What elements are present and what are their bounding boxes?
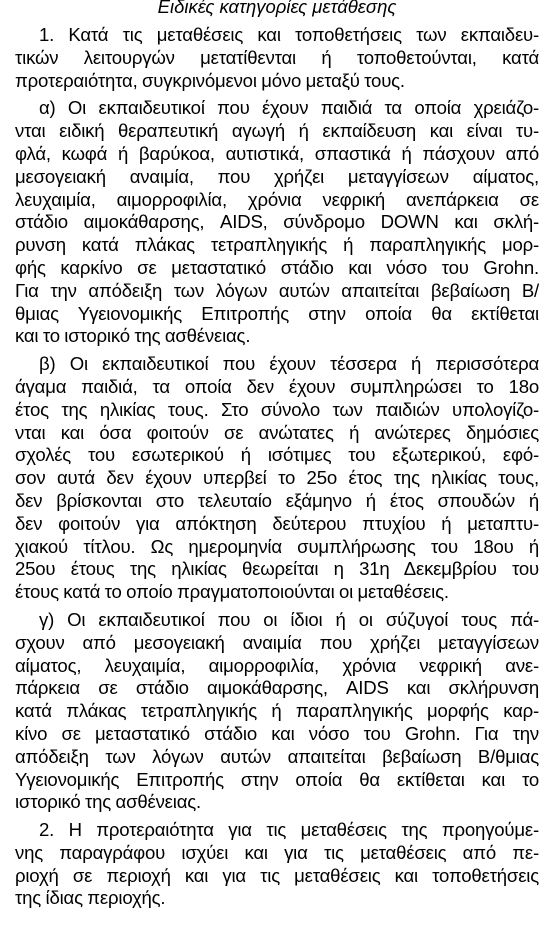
text-line: έτος της ηλικίας τους. Στο σύνολο των παιδιών υπολογίζο- [15, 398, 539, 420]
text-line: προτεραιότητα, συγκρινόμενοι μόνο μεταξύ τους. [15, 69, 405, 91]
text-line: νης παραγράφου ισχύει και για τις μεταθέσεις από πε- [15, 841, 539, 863]
text-line: αίματος, λευχαιμία, αιμορροφιλία, χρόνια νεφρική ανε- [15, 654, 539, 676]
text-line: σχολές του εσωτερικού ή ισότιμες του εξωτερικού, εφό- [15, 444, 539, 466]
paragraph-1a [15, 97, 539, 348]
text-line: απόδειξη των λόγων αυτών απαιτείται βεβαίωση Β/θμιας [15, 745, 539, 767]
text-line: ρυνση κατά πλάκας τετραπληγικής ή παραπληγικής μορ- [15, 234, 539, 256]
text-line: νται και όσα φοιτούν σε ανώτατες ή ανώτερες δημόσιες [15, 421, 539, 443]
text-line: 2. Η προτεραιότητα για τις μεταθέσεις της προηγούμε- [39, 819, 539, 841]
text-line: δεν βρίσκονται στο τελευταίο εξάμηνο ή έτος σπουδών ή [15, 489, 539, 511]
text-line: ιστορικό της ασθένειας. [15, 791, 201, 813]
text-line: α) Οι εκπαιδευτικοί που έχουν παιδιά τα οποία χρειάζο- [39, 97, 539, 119]
text-line: στάδιο αιμοκάθαρσης, AIDS, σύνδρομο DOWN και σκλή- [15, 211, 539, 233]
text-line: φλά, κωφά ή βαρύκοα, αυτιστικά, σπαστικά ή πάσχουν από [15, 142, 539, 164]
text-line: Υγειονομικής Επιτροπής στην οποία θα εκτίθεται και το [15, 768, 539, 790]
text-line: ριοχή σε περιοχή και για τις μεταθέσεις και τοποθετήσεις [15, 864, 539, 886]
text-line: σον αυτά δεν έχουν υπερβεί το 25ο έτος της ηλικίας τους, [15, 467, 539, 489]
text-line: λευχαιμία, αιμορροφιλία, χρόνια νεφρική ανεπάρκεια σε [15, 188, 539, 210]
text-line: δεν φοιτούν για απόκτηση δεύτερου πτυχίου ή μεταπτυ- [15, 512, 539, 534]
text-line: μεσογειακή αναιμία, που χρήζει μεταγγίσεων αίματος, [15, 165, 539, 187]
text-line: γ) Οι εκπαιδευτικοί που οι ίδιοι ή οι σύζυγοί τους πά- [39, 608, 539, 630]
text-line: πάρκεια σε στάδιο αιμοκάθαρσης, AIDS και σκλήρυνση [15, 677, 539, 699]
text-line: κίνο σε μεταστατικό στάδιο και νόσο του Grohn. Για την [15, 722, 539, 744]
text-line: β) Οι εκπαιδευτικοί που έχουν τέσσερα ή περισσότερα [39, 353, 539, 375]
text-line: και το ιστορικό της ασθένειας. [15, 325, 251, 347]
paragraph-2 [15, 819, 539, 910]
text-line: Για την απόδειξη των λόγων αυτών απαιτείται βεβαίωση Β/ [15, 279, 539, 301]
paragraph-1b [15, 353, 539, 604]
document-title: Ειδικές κατηγορίες μετάθεσης [157, 0, 397, 17]
text-line: σχουν από μεσογειακή αναιμία που χρήζει μεταγγίσεων [15, 631, 539, 653]
text-line: 1. Κατά τις μεταθέσεις και τοποθετήσεις των εκπαιδευ- [39, 24, 539, 45]
text-line: νται ειδική θεραπευτική αγωγή ή εκπαίδευση και είναι τυ- [15, 120, 539, 142]
text-line: έτους κατά το οποίο πραγματοποιούνται οι μεταθέσεις. [15, 581, 449, 603]
text-line: της ίδιας περιοχής. [15, 887, 166, 909]
text-line: χιακού τίτλου. Ως ημερομηνία συμπλήρωσης του 18ου ή [15, 535, 539, 557]
text-line: άγαμα παιδιά, τα οποία δεν έχουν συμπληρώσει το 18ο [15, 375, 539, 397]
text-line: κατά πλάκας τετραπληγικής ή παραπληγικής μορφής καρ- [15, 700, 539, 722]
text-line: 25ου έτους της ηλικίας θεωρείται η 31η Δεκεμβρίου του [15, 558, 539, 580]
paragraph-1 [15, 24, 539, 92]
text-line: τικών λειτουργών μετατίθενται ή τοποθετούνται, κατά [15, 46, 539, 68]
text-line: φής καρκίνο σε μεταστατικό στάδιο και νόσο του Grohn. [15, 256, 539, 278]
paragraph-1c [15, 609, 539, 814]
text-line: θμιας Υγειονομικής Επιτροπής στην οποία θα εκτίθεται [15, 302, 539, 324]
